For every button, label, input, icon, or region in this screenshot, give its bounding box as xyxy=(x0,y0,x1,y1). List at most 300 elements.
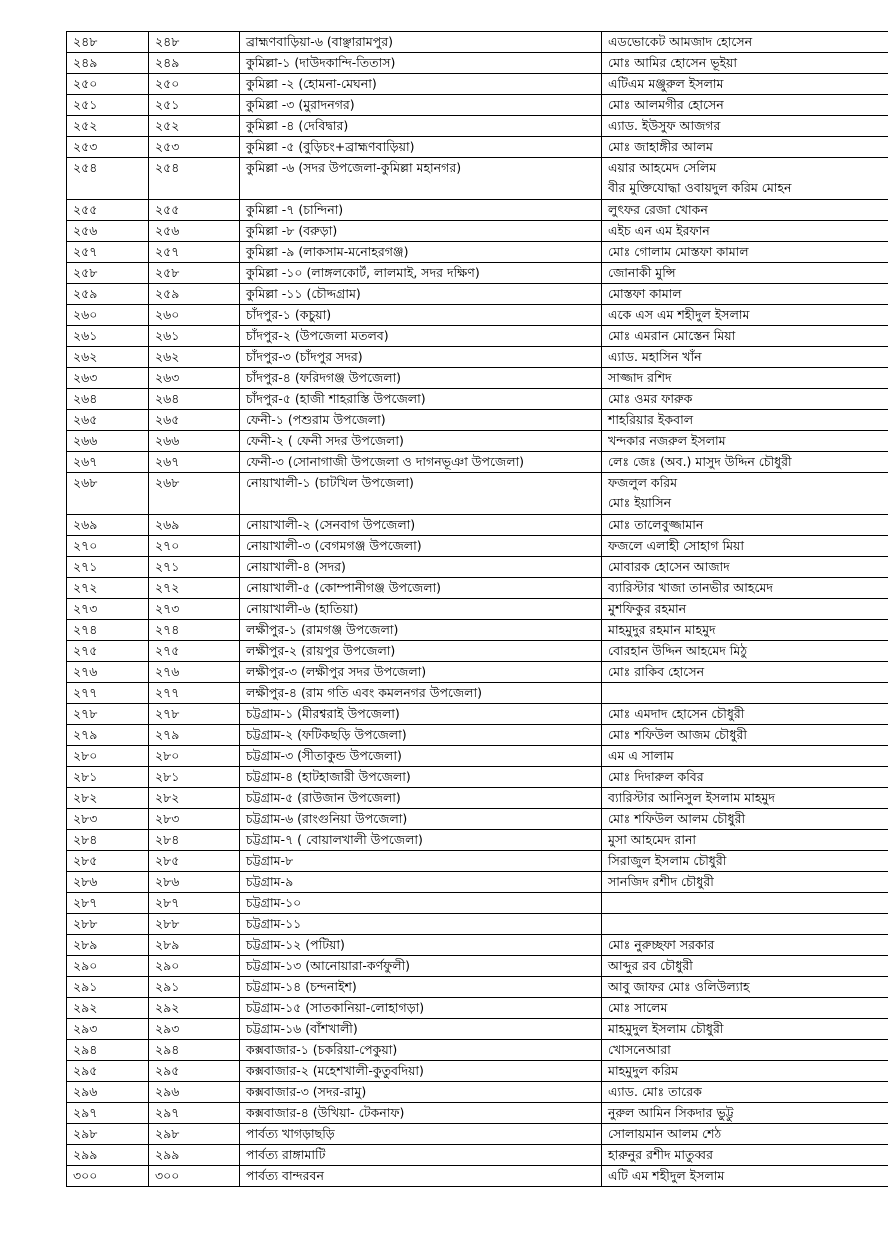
seat-number-cell: ২৯২ xyxy=(149,998,240,1019)
candidate-name: মুশফিকুর রহমান xyxy=(608,601,687,616)
candidate-cell xyxy=(602,1040,888,1061)
candidate-name: এটিএম মঞ্জুরুল ইসলাম xyxy=(608,76,724,91)
seat-number-cell: ২৮৯ xyxy=(149,935,240,956)
candidate-name: মোঃ এমদাদ হোসেন চৌধুরী xyxy=(608,706,745,721)
serial-cell: ২৮৭ xyxy=(67,893,149,914)
candidate-name: এ্যাড. মোঃ তারেক xyxy=(608,1084,702,1099)
candidate-cell xyxy=(602,641,888,662)
candidate-name: এ্যাড. মহাসিন খাঁন xyxy=(608,349,702,364)
candidate-name: আবু জাফর মোঃ ওলিউল্যাহ xyxy=(608,979,750,994)
table-row xyxy=(67,326,888,347)
candidate-name: মাহমুদুল করিম xyxy=(608,1063,679,1078)
seat-number-cell: ২৮৭ xyxy=(149,893,240,914)
table-row xyxy=(67,1145,888,1166)
candidate-name: এম এ সালাম xyxy=(608,748,674,763)
candidate-name: মোঃ রাকিব হোসেন xyxy=(608,664,705,679)
seat-number-cell: ২৫৫ xyxy=(149,200,240,221)
serial-cell: ২৭৩ xyxy=(67,599,149,620)
candidate-cell xyxy=(602,389,888,410)
seat-number-cell: ২৭১ xyxy=(149,557,240,578)
seat-number-cell: ২৬৪ xyxy=(149,389,240,410)
table-row xyxy=(67,872,888,893)
constituency-cell: কক্সবাজার-১ (চকরিয়া-পেকুয়া) xyxy=(240,1040,602,1061)
table-row xyxy=(67,263,888,284)
candidate-name: জোনাকী মুন্সি xyxy=(608,265,676,280)
constituency-cell: চট্টগ্রাম-১২ (পটিয়া) xyxy=(240,935,602,956)
candidate-cell xyxy=(602,725,888,746)
table-row xyxy=(67,935,888,956)
table-row xyxy=(67,305,888,326)
seat-number-cell: ২৬৮ xyxy=(149,473,240,515)
seat-number-cell: ২৫৭ xyxy=(149,242,240,263)
seat-number-cell: ২৭৯ xyxy=(149,725,240,746)
candidate-cell xyxy=(602,53,888,74)
seat-number-cell: ৩০০ xyxy=(149,1166,240,1187)
table-row xyxy=(67,32,888,53)
seat-number-cell: ২৮৬ xyxy=(149,872,240,893)
candidate-name: মোঃ তালেবুজ্জামান xyxy=(608,517,704,532)
candidate-cell xyxy=(602,515,888,536)
seat-number-cell: ২৭৪ xyxy=(149,620,240,641)
table-row xyxy=(67,557,888,578)
table-row xyxy=(67,116,888,137)
candidate-name: এইচ এন এম ইরফান xyxy=(608,223,710,238)
table-row xyxy=(67,53,888,74)
table-row xyxy=(67,914,888,935)
candidate-name: এ্যাড. ইউসুফ আজগর xyxy=(608,118,721,133)
table-row xyxy=(67,536,888,557)
seat-number-cell: ২৮১ xyxy=(149,767,240,788)
serial-cell: ২৯৭ xyxy=(67,1103,149,1124)
serial-cell: ২৮৮ xyxy=(67,914,149,935)
seat-number-cell: ২৬২ xyxy=(149,347,240,368)
seat-number-cell: ২৫১ xyxy=(149,95,240,116)
candidate-name: মোঃ জাহাঙ্গীর আলম xyxy=(608,139,713,154)
seat-number-cell: ২৯৭ xyxy=(149,1103,240,1124)
serial-cell: ২৮৪ xyxy=(67,830,149,851)
candidate-name xyxy=(608,683,888,703)
seat-number-cell: ২৯৫ xyxy=(149,1061,240,1082)
seat-number-cell: ২৮০ xyxy=(149,746,240,767)
serial-cell: ২৮৫ xyxy=(67,851,149,872)
candidate-cell xyxy=(602,872,888,893)
candidate-cell xyxy=(602,851,888,872)
candidate-cell xyxy=(602,683,888,704)
constituency-cell: চট্টগ্রাম-১৬ (বাঁশখালী) xyxy=(240,1019,602,1040)
candidate-name: মোঃ এমরান মোস্তেন মিয়া xyxy=(608,328,736,343)
serial-cell: ২৫৯ xyxy=(67,284,149,305)
serial-cell: ২৯৫ xyxy=(67,1061,149,1082)
candidate-name: মাহমুদুল ইসলাম চৌধুরী xyxy=(608,1021,724,1036)
constituency-cell: চট্টগ্রাম-৫ (রাউজান উপজেলা) xyxy=(240,788,602,809)
seat-number-cell: ২৬১ xyxy=(149,326,240,347)
constituency-cell: কুমিল্লা -৯ (লাকসাম-মনোহরগঞ্জ) xyxy=(240,242,602,263)
serial-cell: ২৫৮ xyxy=(67,263,149,284)
candidate-cell xyxy=(602,158,888,200)
candidate-cell xyxy=(602,410,888,431)
candidate-cell xyxy=(602,326,888,347)
seat-number-cell: ২৮৩ xyxy=(149,809,240,830)
constituency-cell: কুমিল্লা -৪ (দেবিদ্বার) xyxy=(240,116,602,137)
constituency-cell: নোয়াখালী-৪ (সদর) xyxy=(240,557,602,578)
serial-cell: ২৯৪ xyxy=(67,1040,149,1061)
table-row xyxy=(67,158,888,200)
seat-number-cell: ২৭৫ xyxy=(149,641,240,662)
table-row xyxy=(67,956,888,977)
constituency-cell: চট্টগ্রাম-৬ (রাংগুনিয়া উপজেলা) xyxy=(240,809,602,830)
table-row xyxy=(67,1061,888,1082)
constituency-cell: চট্টগ্রাম-১১ xyxy=(240,914,602,935)
candidate-name: লেঃ জেঃ (অব.) মাসুদ উদ্দিন চৌধুরী xyxy=(608,454,792,469)
constituency-cell: চাঁদপুর-৪ (ফরিদগঞ্জ উপজেলা) xyxy=(240,368,602,389)
candidate-cell xyxy=(602,200,888,221)
constituency-cell: কুমিল্লা-১ (দাউদকান্দি-তিতাস) xyxy=(240,53,602,74)
constituency-cell: নোয়াখালী-২ (সেনবাগ উপজেলা) xyxy=(240,515,602,536)
serial-cell: ২৭৪ xyxy=(67,620,149,641)
candidate-cell xyxy=(602,431,888,452)
candidate-name: বীর মুক্তিযোদ্ধা ওবায়দুল করিম মোহন xyxy=(608,180,792,195)
candidate-name: মোঃ ওমর ফারুক xyxy=(608,391,693,406)
table-row xyxy=(67,221,888,242)
table-row xyxy=(67,578,888,599)
serial-cell: ২৭২ xyxy=(67,578,149,599)
seat-number-cell: ২৬৩ xyxy=(149,368,240,389)
table-row xyxy=(67,137,888,158)
candidate-cell xyxy=(602,935,888,956)
constituency-cell: কুমিল্লা -৩ (মুরাদনগর) xyxy=(240,95,602,116)
table-row xyxy=(67,473,888,515)
seat-number-cell: ২৮৮ xyxy=(149,914,240,935)
candidate-name: সানজিদ রশীদ চৌধুরী xyxy=(608,874,714,889)
table-row xyxy=(67,620,888,641)
serial-cell: ২৭০ xyxy=(67,536,149,557)
serial-cell: ২৮১ xyxy=(67,767,149,788)
serial-cell: ৩০০ xyxy=(67,1166,149,1187)
constituency-cell: কুমিল্লা -৭ (চান্দিনা) xyxy=(240,200,602,221)
serial-cell: ২৪৮ xyxy=(67,32,149,53)
constituency-cell: পার্বত্য খাগড়াছড়ি xyxy=(240,1124,602,1145)
candidate-cell xyxy=(602,998,888,1019)
serial-cell: ২৬৬ xyxy=(67,431,149,452)
candidate-name: হারুনুর রশীদ মাতুব্বর xyxy=(608,1147,713,1162)
seat-number-cell: ২৯১ xyxy=(149,977,240,998)
constituency-cell: লক্ষীপুর-১ (রামগঞ্জ উপজেলা) xyxy=(240,620,602,641)
seat-number-cell: ২৬৯ xyxy=(149,515,240,536)
constituency-cell: পার্বত্য রাঙ্গামাটি xyxy=(240,1145,602,1166)
serial-cell: ২৭১ xyxy=(67,557,149,578)
candidate-name: মুসা আহমেদ রানা xyxy=(608,832,697,847)
table-row xyxy=(67,347,888,368)
candidate-name: আব্দুর রব চৌধুরী xyxy=(608,958,693,973)
candidate-cell xyxy=(602,977,888,998)
serial-cell: ২৬০ xyxy=(67,305,149,326)
candidate-cell xyxy=(602,242,888,263)
candidate-name: ব্যারিস্টার আনিসুল ইসলাম মাহমুদ xyxy=(608,790,775,805)
seat-number-cell: ২৫৩ xyxy=(149,137,240,158)
constituency-cell: কক্সবাজার-৪ (উখিয়া- টেকনাফ) xyxy=(240,1103,602,1124)
table-row xyxy=(67,1103,888,1124)
constituency-cell: কক্সবাজার-৩ (সদর-রামু) xyxy=(240,1082,602,1103)
constituency-cell: কুমিল্লা -৬ (সদর উপজেলা-কুমিল্লা মহানগর) xyxy=(240,158,602,200)
constituency-cell: চট্টগ্রাম-৭ ( বোয়ালখালী উপজেলা) xyxy=(240,830,602,851)
seat-number-cell: ২৭৭ xyxy=(149,683,240,704)
serial-cell: ২৯৩ xyxy=(67,1019,149,1040)
seat-number-cell: ২৭২ xyxy=(149,578,240,599)
candidate-name: খন্দকার নজরুল ইসলাম xyxy=(608,433,726,448)
serial-cell: ২৯১ xyxy=(67,977,149,998)
candidate-cell xyxy=(602,620,888,641)
constituency-cell: লক্ষীপুর-২ (রায়পুর উপজেলা) xyxy=(240,641,602,662)
serial-cell: ২৪৯ xyxy=(67,53,149,74)
table-row xyxy=(67,809,888,830)
serial-cell: ২৯০ xyxy=(67,956,149,977)
table-row xyxy=(67,830,888,851)
table-row xyxy=(67,767,888,788)
table-row xyxy=(67,599,888,620)
candidate-cell xyxy=(602,452,888,473)
constituency-cell: চট্টগ্রাম-১৪ (চন্দনাইশ) xyxy=(240,977,602,998)
candidate-cell xyxy=(602,746,888,767)
candidate-cell xyxy=(602,578,888,599)
table-row xyxy=(67,284,888,305)
constituency-cell: নোয়াখালী-৫ (কোম্পানীগঞ্জ উপজেলা) xyxy=(240,578,602,599)
constituency-cell: নোয়াখালী-৬ (হাতিয়া) xyxy=(240,599,602,620)
candidate-cell xyxy=(602,1061,888,1082)
candidate-name: শাহরিয়ার ইকবাল xyxy=(608,412,694,427)
table-row xyxy=(67,641,888,662)
candidate-name: মোঃ গোলাম মোস্তফা কামাল xyxy=(608,244,749,259)
candidate-name: মোঃ সালেম xyxy=(608,1000,668,1015)
constituency-cell: কুমিল্লা -৮ (বরুড়া) xyxy=(240,221,602,242)
candidate-name: এয়ার আহমেদ সেলিম xyxy=(608,160,717,175)
table-row xyxy=(67,746,888,767)
constituency-cell: কুমিল্লা -১০ (লাঙ্গলকোর্ট, লালমাই, সদর দক্ষিণ) xyxy=(240,263,602,284)
serial-cell: ২৮২ xyxy=(67,788,149,809)
table-row xyxy=(67,95,888,116)
seat-number-cell: ২৫৮ xyxy=(149,263,240,284)
constituency-cell: নোয়াখালী-৩ (বেগমগঞ্জ উপজেলা) xyxy=(240,536,602,557)
serial-cell: ২৬৫ xyxy=(67,410,149,431)
serial-cell: ২৫৬ xyxy=(67,221,149,242)
serial-cell: ২৫৫ xyxy=(67,200,149,221)
candidate-name: এটি এম শহীদুল ইসলাম xyxy=(608,1168,725,1183)
constituency-cell: ব্রাহ্মণবাড়িয়া-৬ (বাঞ্ছারামপুর) xyxy=(240,32,602,53)
seat-number-cell: ২৪৮ xyxy=(149,32,240,53)
constituency-cell: চাঁদপুর-১ (কচুয়া) xyxy=(240,305,602,326)
table-row xyxy=(67,368,888,389)
table-row xyxy=(67,788,888,809)
constituency-cell: চাঁদপুর-৫ (হাজী শাহরাস্তি উপজেলা) xyxy=(240,389,602,410)
candidate-cell xyxy=(602,116,888,137)
table-row xyxy=(67,893,888,914)
candidate-cell xyxy=(602,830,888,851)
table-row xyxy=(67,1019,888,1040)
candidate-name: মোঃ শফিউল আজম চৌধুরী xyxy=(608,727,747,742)
serial-cell: ২৯৮ xyxy=(67,1124,149,1145)
serial-cell: ২৮০ xyxy=(67,746,149,767)
seat-number-cell: ২৫২ xyxy=(149,116,240,137)
table-row xyxy=(67,1166,888,1187)
candidate-cell xyxy=(602,95,888,116)
candidate-name: এডভোকেট আমজাদ হোসেন xyxy=(608,34,753,49)
candidate-name: সিরাজুল ইসলাম চৌধুরী xyxy=(608,853,727,868)
constituency-cell: চট্টগ্রাম-৯ xyxy=(240,872,602,893)
table-row xyxy=(67,242,888,263)
table-row xyxy=(67,662,888,683)
constituency-candidate-table xyxy=(66,31,888,1187)
seat-number-cell: ২৭৮ xyxy=(149,704,240,725)
constituency-cell: চট্টগ্রাম-১৩ (আনোয়ারা-কর্ণফুলী) xyxy=(240,956,602,977)
candidate-name: নুরুল আমিন সিকদার ভুট্টু xyxy=(608,1105,734,1120)
constituency-cell: ফেনী-১ (পশুরাম উপজেলা) xyxy=(240,410,602,431)
table-row xyxy=(67,998,888,1019)
candidate-cell xyxy=(602,1166,888,1187)
seat-number-cell: ২৯৩ xyxy=(149,1019,240,1040)
candidate-cell xyxy=(602,32,888,53)
constituency-cell: কুমিল্লা -৫ (বুড়িচং+ব্রাহ্মণবাড়িয়া) xyxy=(240,137,602,158)
candidate-cell xyxy=(602,74,888,95)
serial-cell: ২৬১ xyxy=(67,326,149,347)
seat-number-cell: ২৯০ xyxy=(149,956,240,977)
constituency-cell: চট্টগ্রাম-৩ (সীতাকুন্ড উপজেলা) xyxy=(240,746,602,767)
seat-number-cell: ২৯৮ xyxy=(149,1124,240,1145)
constituency-cell: কক্সবাজার-২ (মহেশখালী-কুতুবদিয়া) xyxy=(240,1061,602,1082)
constituency-cell: চট্টগ্রাম-১০ xyxy=(240,893,602,914)
candidate-cell xyxy=(602,368,888,389)
candidate-name: মোঃ শফিউল আলম চৌধুরী xyxy=(608,811,746,826)
seat-number-cell: ২৬৬ xyxy=(149,431,240,452)
serial-cell: ২৯৯ xyxy=(67,1145,149,1166)
candidate-name: লুৎফর রেজা খোকন xyxy=(608,202,708,217)
serial-cell: ২৬৩ xyxy=(67,368,149,389)
serial-cell: ২৫৭ xyxy=(67,242,149,263)
candidate-name: সাজ্জাদ রশিদ xyxy=(608,370,672,385)
candidate-cell xyxy=(602,1103,888,1124)
candidate-cell xyxy=(602,956,888,977)
candidate-cell xyxy=(602,809,888,830)
candidate-name xyxy=(608,893,888,913)
serial-cell: ২৬৮ xyxy=(67,473,149,515)
candidate-cell xyxy=(602,137,888,158)
serial-cell: ২৮৩ xyxy=(67,809,149,830)
candidate-cell xyxy=(602,557,888,578)
table-body xyxy=(67,32,888,1187)
candidate-cell xyxy=(602,221,888,242)
seat-number-cell: ২৯৬ xyxy=(149,1082,240,1103)
candidate-cell xyxy=(602,788,888,809)
seat-number-cell: ২৬৭ xyxy=(149,452,240,473)
table-row xyxy=(67,851,888,872)
table-row xyxy=(67,1082,888,1103)
constituency-cell: চাঁদপুর-৩ (চাঁদপুর সদর) xyxy=(240,347,602,368)
constituency-cell: চট্টগ্রাম-৪ (হাটহাজারী উপজেলা) xyxy=(240,767,602,788)
serial-cell: ২৬৯ xyxy=(67,515,149,536)
candidate-name: ব্যারিস্টার খাজা তানভীর আহমেদ xyxy=(608,580,773,595)
table-row xyxy=(67,1040,888,1061)
constituency-cell: চাঁদপুর-২ (উপজেলা মতলব) xyxy=(240,326,602,347)
serial-cell: ২৫১ xyxy=(67,95,149,116)
candidate-name: মোঃ আমির হোসেন ভূইয়া xyxy=(608,55,738,70)
candidate-cell xyxy=(602,536,888,557)
serial-cell: ২৫৩ xyxy=(67,137,149,158)
constituency-cell: চট্টগ্রাম-৮ xyxy=(240,851,602,872)
seat-number-cell: ২৬৫ xyxy=(149,410,240,431)
table-row xyxy=(67,200,888,221)
serial-cell: ২৭৬ xyxy=(67,662,149,683)
constituency-cell: চট্টগ্রাম-১ (মীরশ্বরাই উপজেলা) xyxy=(240,704,602,725)
constituency-cell: পার্বত্য বান্দরবন xyxy=(240,1166,602,1187)
serial-cell: ২৮৬ xyxy=(67,872,149,893)
constituency-cell: কুমিল্লা -১১ (চৌদ্দগ্রাম) xyxy=(240,284,602,305)
constituency-cell: লক্ষীপুর-৩ (লক্ষীপুর সদর উপজেলা) xyxy=(240,662,602,683)
candidate-cell xyxy=(602,473,888,515)
table-row xyxy=(67,977,888,998)
serial-cell: ২৫২ xyxy=(67,116,149,137)
serial-cell: ২৫৪ xyxy=(67,158,149,200)
serial-cell: ২৭৭ xyxy=(67,683,149,704)
candidate-cell xyxy=(602,767,888,788)
table-row xyxy=(67,515,888,536)
candidate-cell xyxy=(602,599,888,620)
serial-cell: ২৬২ xyxy=(67,347,149,368)
candidate-cell xyxy=(602,662,888,683)
serial-cell: ২৬৭ xyxy=(67,452,149,473)
constituency-cell: চট্টগ্রাম-২ (ফটিকছড়ি উপজেলা) xyxy=(240,725,602,746)
candidate-cell xyxy=(602,1145,888,1166)
seat-number-cell: ২৭৩ xyxy=(149,599,240,620)
table-row xyxy=(67,452,888,473)
table-row xyxy=(67,1124,888,1145)
candidate-cell xyxy=(602,263,888,284)
candidate-cell xyxy=(602,1082,888,1103)
serial-cell: ২৯৬ xyxy=(67,1082,149,1103)
seat-number-cell: ২৭৬ xyxy=(149,662,240,683)
candidate-name: মোঃ ইয়াসিন xyxy=(608,495,672,510)
candidate-cell xyxy=(602,704,888,725)
serial-cell: ২৭৮ xyxy=(67,704,149,725)
candidate-name xyxy=(608,914,888,934)
table-row xyxy=(67,410,888,431)
candidate-cell xyxy=(602,1019,888,1040)
candidate-name: বোরহান উদ্দিন আহমেদ মিঠু xyxy=(608,643,748,658)
serial-cell: ২৭৫ xyxy=(67,641,149,662)
candidate-name: মোঃ দিদারুল কবির xyxy=(608,769,704,784)
seat-number-cell: ২৬০ xyxy=(149,305,240,326)
table-row xyxy=(67,74,888,95)
seat-number-cell: ২৭০ xyxy=(149,536,240,557)
constituency-cell: ফেনী-৩ (সোনাগাজী উপজেলা ও দাগনভূঞা উপজেলা) xyxy=(240,452,602,473)
candidate-name: খোসনেআরা xyxy=(608,1042,671,1057)
constituency-cell: কুমিল্লা -২ (হোমনা-মেঘনা) xyxy=(240,74,602,95)
serial-cell: ২৫০ xyxy=(67,74,149,95)
seat-number-cell: ২৮৫ xyxy=(149,851,240,872)
seat-number-cell: ২৮৪ xyxy=(149,830,240,851)
constituency-cell: নোয়াখালী-১ (চাটখিল উপজেলা) xyxy=(240,473,602,515)
seat-number-cell: ২৫৬ xyxy=(149,221,240,242)
seat-number-cell: ২৪৯ xyxy=(149,53,240,74)
seat-number-cell: ২৯৯ xyxy=(149,1145,240,1166)
constituency-cell: ফেনী-২ ( ফেনী সদর উপজেলা) xyxy=(240,431,602,452)
candidate-name: মোবারক হোসেন আজাদ xyxy=(608,559,730,574)
serial-cell: ২৬৪ xyxy=(67,389,149,410)
constituency-cell: লক্ষীপুর-৪ (রাম গতি এবং কমলনগর উপজেলা) xyxy=(240,683,602,704)
candidate-cell xyxy=(602,347,888,368)
candidate-cell xyxy=(602,284,888,305)
candidate-name: ফজলে এলাহী সোহাগ মিয়া xyxy=(608,538,745,553)
constituency-cell: চট্টগ্রাম-১৫ (সাতকানিয়া-লোহাগড়া) xyxy=(240,998,602,1019)
candidate-cell xyxy=(602,1124,888,1145)
candidate-name: মাহমুদুর রহমান মাহমুদ xyxy=(608,622,716,637)
